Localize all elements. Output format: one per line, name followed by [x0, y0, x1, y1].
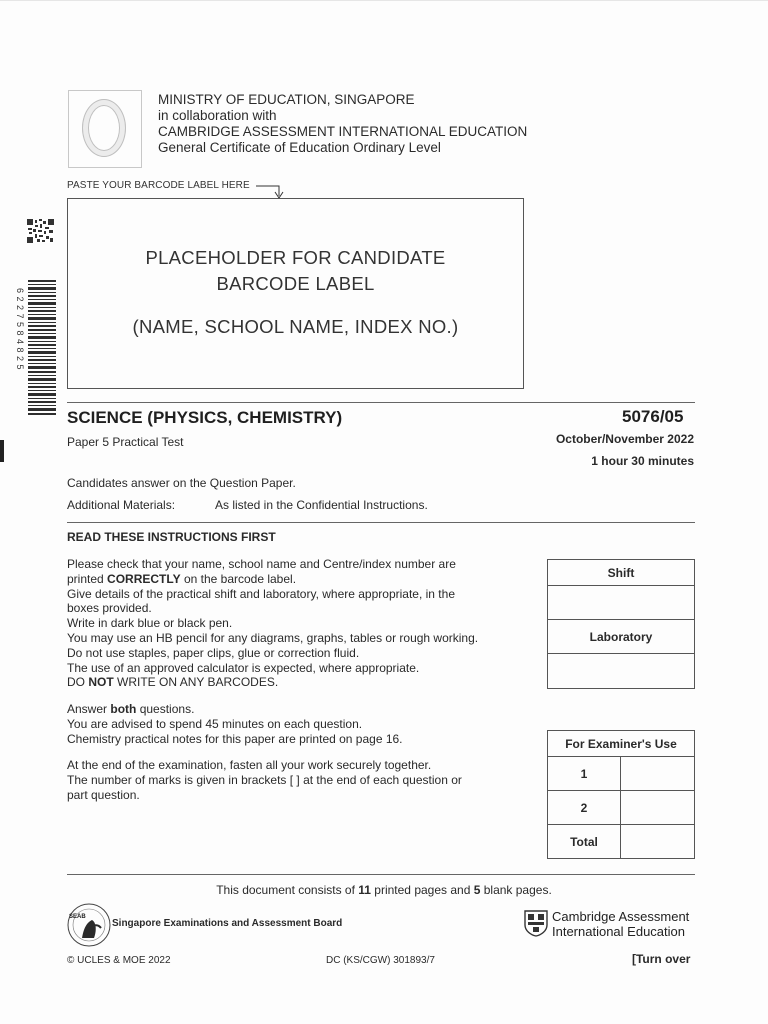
exam-session: October/November 2022: [555, 432, 694, 446]
instruction-line: Do not use staples, paper clips, glue or correction fluid.: [67, 645, 360, 660]
instruction-line: Chemistry practical notes for this paper are printed on page 16.: [67, 731, 403, 746]
text-span: This document consists of: [216, 883, 359, 897]
header-line-4: General Certificate of Education Ordinary Level: [158, 140, 441, 155]
exam-duration: 1 hour 30 minutes: [591, 454, 694, 468]
shift-label: Shift: [548, 560, 695, 586]
emphasis: CORRECTLY: [107, 571, 181, 586]
scan-edge: [0, 0, 768, 1]
instructions-heading: READ THESE INSTRUCTIONS FIRST: [67, 530, 276, 544]
text-span: DO: [67, 675, 89, 690]
instruction-line: boxes provided.: [67, 601, 152, 616]
examiner-use-box: [547, 730, 695, 859]
emphasis: both: [110, 702, 137, 716]
divider-footer: [67, 874, 695, 875]
placeholder-line-1: PLACEHOLDER FOR CANDIDATE: [145, 247, 446, 268]
instruction-line: The number of marks is given in brackets [ ] at the end of each question or: [67, 772, 462, 787]
instruction-line: [67, 702, 403, 717]
instruction-line: Write in dark blue or black pen.: [67, 616, 233, 631]
laboratory-input[interactable]: [548, 654, 695, 689]
question-1-label: 1: [548, 757, 621, 791]
side-barcode-icon: [14, 280, 56, 416]
cambridge-line-1: Cambridge Assessment: [552, 909, 690, 924]
logo-ring-inner: [88, 105, 120, 151]
subject-title: SCIENCE (PHYSICS, CHEMISTRY): [67, 408, 343, 427]
cambridge-brand: [552, 909, 689, 939]
instruction-line: [67, 572, 527, 587]
question-2-mark[interactable]: [621, 791, 695, 825]
emphasis: NOT: [88, 675, 114, 690]
header-line-2: in collaboration with: [158, 108, 277, 123]
text-span: WRITE ON ANY BARCODES.: [113, 675, 279, 690]
answer-block: [67, 702, 403, 746]
printed-pages-count: 11: [358, 883, 371, 897]
instruction-line: At the end of the examination, fasten all your work securely together.: [67, 758, 432, 772]
header-line-1: MINISTRY OF EDUCATION, SINGAPORE: [158, 92, 415, 107]
divider-instructions: [67, 522, 695, 523]
cambridge-line-2: International Education: [552, 924, 685, 939]
document-code: DC (KS/CGW) 301893/7: [326, 955, 435, 966]
instruction-line: You are advised to spend 45 minutes on each question.: [67, 716, 363, 731]
total-label: Total: [548, 825, 621, 859]
placeholder-line-2: BARCODE LABEL: [216, 273, 375, 294]
question-1-mark[interactable]: [621, 757, 695, 791]
placeholder-line-3: (NAME, SCHOOL NAME, INDEX NO.): [132, 316, 459, 337]
examiner-box-title: For Examiner's Use: [548, 731, 695, 757]
answer-note: Candidates answer on the Question Paper.: [67, 476, 296, 490]
scan-edge-mark: [0, 440, 4, 462]
shift-input[interactable]: [548, 586, 695, 620]
seab-name: Singapore Examinations and Assessment Board: [112, 918, 343, 929]
side-barcode-number: 6227584825: [15, 288, 25, 374]
turn-over: [Turn over: [632, 952, 691, 966]
total-mark[interactable]: [621, 825, 695, 859]
paste-barcode-label: PASTE YOUR BARCODE LABEL HERE: [67, 180, 250, 191]
text-span: questions.: [136, 702, 195, 716]
instruction-line: You may use an HB pencil for any diagrams, graphs, tables or rough working.: [67, 630, 479, 645]
issuer-header: [158, 92, 527, 156]
copyright: © UCLES & MOE 2022: [67, 955, 171, 966]
materials-value: As listed in the Confidential Instructions.: [215, 498, 428, 512]
instruction-line: [67, 675, 527, 690]
paper-title: Paper 5 Practical Test: [67, 435, 184, 449]
o-level-logo: [68, 90, 142, 168]
text-span: Answer: [67, 702, 111, 716]
instruction-line: The use of an approved calculator is expected, where appropriate.: [67, 660, 420, 675]
end-block: [67, 758, 517, 802]
instruction-line: part question.: [67, 787, 140, 802]
syllabus-code: 5076/05: [622, 407, 684, 426]
header-line-3: CAMBRIDGE ASSESSMENT INTERNATIONAL EDUCATION: [158, 124, 528, 139]
qr-code-icon: [27, 219, 54, 243]
laboratory-label: Laboratory: [548, 620, 695, 654]
arrow-down-icon: [255, 180, 289, 200]
seab-logo-icon: [66, 900, 112, 950]
page-count-note: [0, 883, 768, 897]
blank-pages-count: 5: [473, 883, 481, 897]
seab-logo-text: SEAB: [69, 914, 86, 920]
text-span: blank pages.: [480, 883, 552, 897]
candidate-barcode-placeholder: [67, 198, 524, 389]
cambridge-crest-icon: [523, 909, 549, 937]
text-span: printed pages and: [370, 883, 474, 897]
materials-label: Additional Materials:: [67, 498, 176, 512]
question-2-label: 2: [548, 791, 621, 825]
text-span: printed: [67, 571, 108, 586]
instruction-line: Give details of the practical shift and laboratory, where appropriate, in the: [67, 586, 455, 601]
text-span: on the barcode label.: [180, 571, 297, 586]
divider-top: [67, 402, 695, 403]
instructions-block: [67, 557, 527, 690]
shift-lab-box: [547, 559, 695, 689]
instruction-line: Please check that your name, school name and Centre/index number are: [67, 557, 456, 571]
